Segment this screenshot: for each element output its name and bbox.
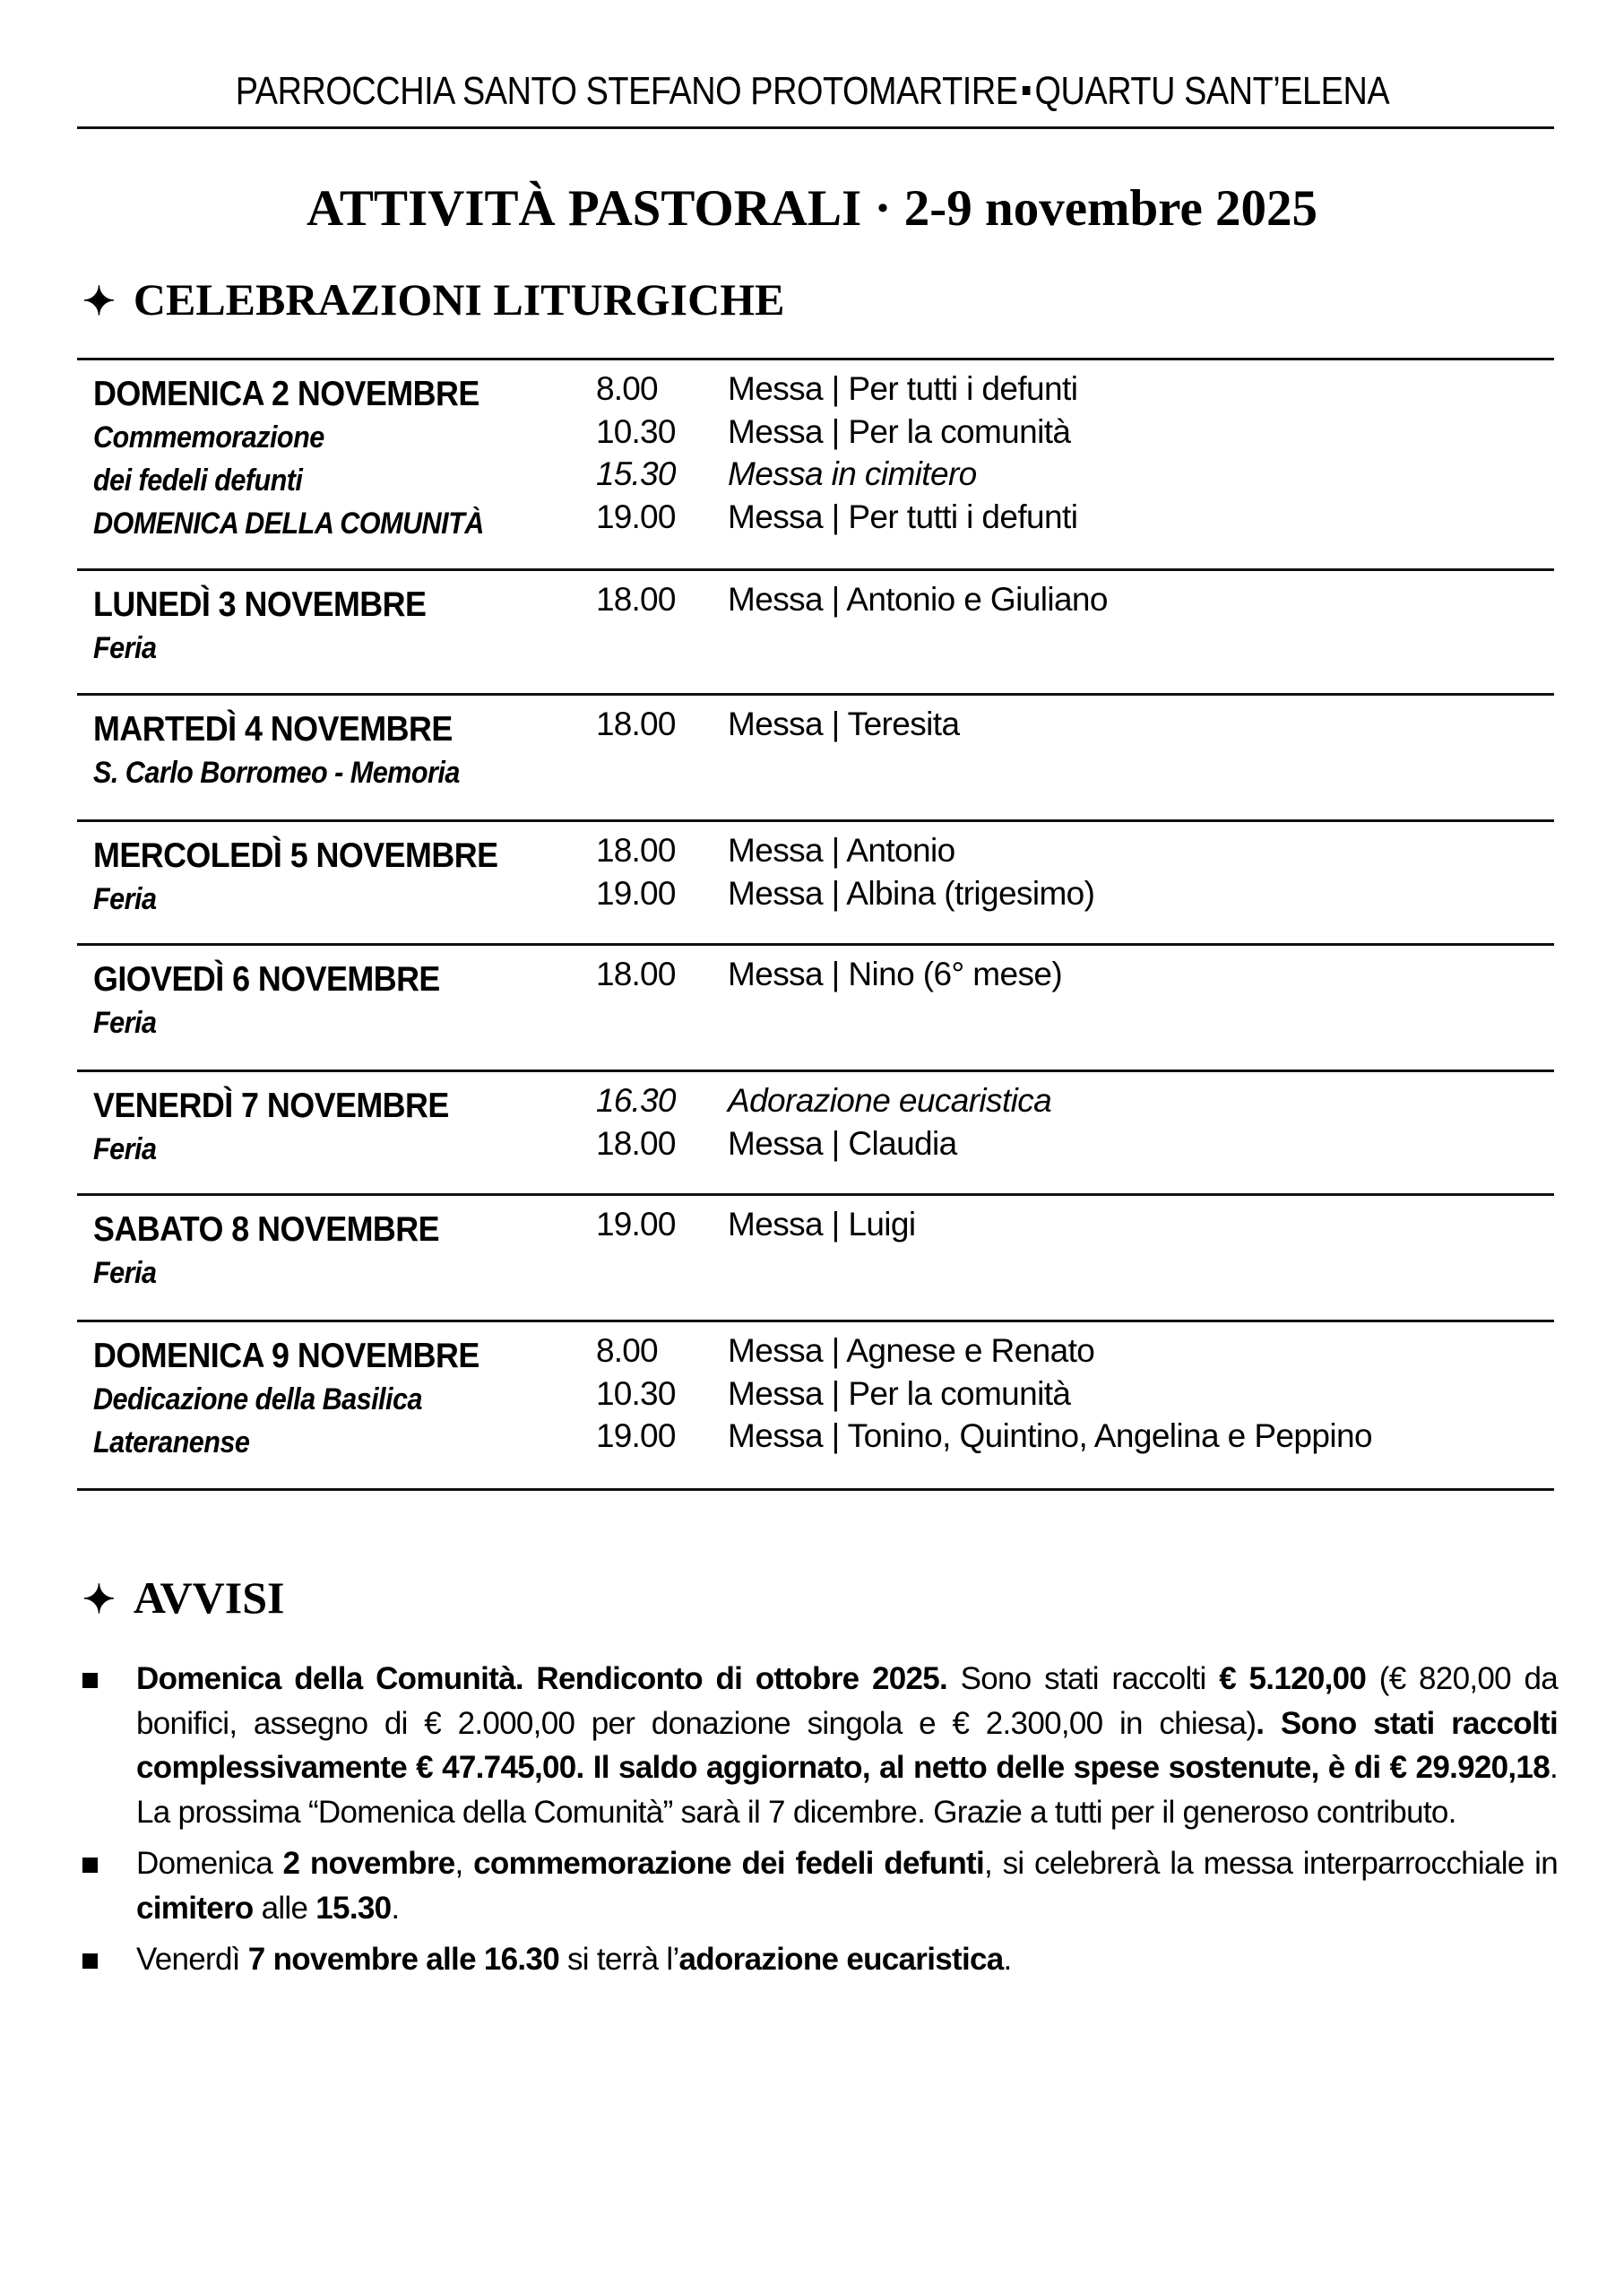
notice-text: Domenica bbox=[136, 1846, 283, 1881]
event-description: Messa | Per tutti i defunti bbox=[728, 498, 1078, 535]
notice-text: . bbox=[391, 1890, 400, 1926]
day-note: Feria bbox=[93, 631, 157, 665]
notice-text: cimitero bbox=[136, 1890, 254, 1926]
notice-text: si terrà l’ bbox=[558, 1942, 679, 1977]
event-description: Messa | Luigi bbox=[728, 1206, 916, 1243]
event-description: Messa | Antonio bbox=[728, 832, 955, 869]
page-title bbox=[0, 178, 1624, 240]
day-note: DOMENICA DELLA COMUNITÀ bbox=[93, 507, 484, 541]
day-note: S. Carlo Borromeo - Memoria bbox=[93, 756, 460, 790]
schedule-row bbox=[77, 1208, 1554, 1320]
table-divider bbox=[77, 358, 1554, 360]
day-note: Lateranense bbox=[93, 1425, 250, 1459]
schedule-row bbox=[77, 832, 1554, 943]
parish-header bbox=[0, 68, 1624, 115]
notice-text: 7 novembre alle 16.30 bbox=[247, 1942, 559, 1977]
parish-city: QUARTU SANT’ELENA bbox=[1033, 69, 1389, 113]
day-cell bbox=[93, 958, 595, 1044]
event-time: 19.00 bbox=[596, 1206, 676, 1243]
header-divider bbox=[77, 126, 1554, 129]
table-divider bbox=[77, 693, 1554, 696]
schedule-row bbox=[77, 1332, 1554, 1488]
notice-text: , si celebrerà la messa interparrocchiale in bbox=[984, 1846, 1558, 1881]
event-time: 15.30 bbox=[596, 455, 676, 492]
table-divider bbox=[77, 1070, 1554, 1072]
event-time: 19.00 bbox=[596, 498, 676, 535]
notice-text: , bbox=[454, 1846, 474, 1881]
day-note: Commemorazione bbox=[93, 420, 324, 455]
day-note: Feria bbox=[93, 882, 157, 916]
table-divider bbox=[77, 1488, 1554, 1491]
notice-text: € 5.120,00 bbox=[1219, 1661, 1367, 1696]
schedule-row bbox=[77, 708, 1554, 819]
notice-text: 15.30 bbox=[315, 1890, 392, 1926]
section-heading-avvisi bbox=[82, 1571, 284, 1627]
day-cell bbox=[93, 1208, 595, 1295]
section-heading-celebrazioni bbox=[82, 273, 784, 329]
event-time: 18.00 bbox=[596, 956, 676, 992]
day-title: LUNEDÌ 3 NOVEMBRE bbox=[93, 585, 427, 624]
notice-text: alle bbox=[253, 1890, 316, 1926]
notice-text: . Sono stati raccolti complessivamente € 47.745,00. Il saldo aggiornato, al netto delle spese sostenute, è di € 29.920,18 bbox=[136, 1705, 1558, 1785]
event-description: Messa | Per la comunità bbox=[728, 412, 1071, 450]
event-description: Messa | Claudia bbox=[728, 1124, 957, 1162]
square-bullet-icon bbox=[82, 1953, 98, 1969]
day-note: Dedicazione della Basilica bbox=[93, 1382, 422, 1416]
event-description: Messa | Tonino, Quintino, Angelina e Peppino bbox=[728, 1417, 1372, 1454]
day-title: MERCOLEDÌ 5 NOVEMBRE bbox=[93, 836, 498, 875]
event-description: Messa in cimitero bbox=[728, 455, 977, 492]
notice-text: . bbox=[1003, 1942, 1012, 1977]
day-title: VENERDÌ 7 NOVEMBRE bbox=[93, 1087, 449, 1125]
day-title: SABATO 8 NOVEMBRE bbox=[93, 1210, 440, 1249]
table-divider bbox=[77, 819, 1554, 822]
title-main: ATTIVITÀ PASTORALI bbox=[307, 180, 862, 237]
day-note: dei fedeli defunti bbox=[93, 463, 303, 498]
event-description: Messa | Antonio e Giuliano bbox=[728, 581, 1108, 618]
notice-text: adorazione eucaristica bbox=[678, 1942, 1004, 1977]
square-bullet-icon bbox=[82, 1858, 98, 1873]
day-cell bbox=[93, 584, 595, 670]
parish-name: PARROCCHIA SANTO STEFANO PROTOMARTIRE bbox=[235, 69, 1018, 113]
day-title: MARTEDÌ 4 NOVEMBRE bbox=[93, 710, 453, 749]
day-title: DOMENICA 2 NOVEMBRE bbox=[93, 375, 479, 413]
event-time: 18.00 bbox=[596, 832, 676, 869]
schedule-row bbox=[77, 370, 1554, 568]
title-dates: 2-9 novembre 2025 bbox=[903, 180, 1317, 237]
title-separator: · bbox=[861, 180, 904, 237]
event-time: 19.00 bbox=[596, 874, 676, 912]
notice-text: Venerdì bbox=[136, 1942, 248, 1977]
event-description: Messa | Per tutti i defunti bbox=[728, 370, 1078, 407]
table-divider bbox=[77, 1193, 1554, 1196]
four-pointed-star-icon: ✦ bbox=[82, 280, 116, 324]
notice-text: (€ 820,00 da bonifici, assegno di € 2.000,00 per donazione singola e € 2.300,00 in chiesa) bbox=[136, 1661, 1558, 1741]
notice-text: Domenica della Comunità. Rendiconto di ottobre 2025. bbox=[136, 1661, 948, 1696]
event-description: Messa | Agnese e Renato bbox=[728, 1332, 1095, 1369]
table-divider bbox=[77, 568, 1554, 571]
day-note: Feria bbox=[93, 1256, 157, 1290]
event-description: Messa | Albina (trigesimo) bbox=[728, 874, 1095, 912]
day-note: Feria bbox=[93, 1132, 157, 1166]
square-bullet-icon bbox=[82, 1673, 98, 1688]
day-title: DOMENICA 9 NOVEMBRE bbox=[93, 1337, 479, 1375]
day-cell bbox=[93, 835, 595, 921]
day-cell bbox=[93, 1335, 595, 1464]
day-title: GIOVEDÌ 6 NOVEMBRE bbox=[93, 960, 440, 999]
notice-text: Sono stati raccolti bbox=[947, 1661, 1220, 1696]
notice-item bbox=[77, 1937, 1558, 1982]
four-pointed-star-icon: ✦ bbox=[82, 1578, 116, 1622]
day-cell bbox=[93, 708, 595, 794]
event-description: Adorazione eucaristica bbox=[728, 1082, 1052, 1119]
event-description: Messa | Per la comunità bbox=[728, 1374, 1071, 1412]
notice-item bbox=[77, 1841, 1558, 1930]
event-time: 16.30 bbox=[596, 1082, 676, 1119]
event-time: 8.00 bbox=[596, 1332, 658, 1369]
notice-text: commemorazione dei fedeli defunti bbox=[473, 1846, 985, 1881]
notice-text: . La prossima “Domenica della Comunità” sarà il 7 dicembre. Grazie a tutti per il generoso contributo. bbox=[136, 1750, 1558, 1830]
event-description: Messa | Teresita bbox=[728, 706, 960, 742]
event-time: 8.00 bbox=[596, 370, 658, 407]
separator-square-icon bbox=[1022, 86, 1030, 95]
event-time: 10.30 bbox=[596, 1374, 676, 1412]
schedule-row bbox=[77, 1082, 1554, 1193]
notices-list bbox=[77, 1657, 1558, 1982]
event-time: 19.00 bbox=[596, 1417, 676, 1454]
day-cell bbox=[93, 1085, 595, 1171]
table-divider bbox=[77, 1320, 1554, 1322]
event-description: Messa | Nino (6° mese) bbox=[728, 956, 1063, 992]
event-time: 18.00 bbox=[596, 706, 676, 742]
day-note: Feria bbox=[93, 1006, 157, 1040]
schedule-row bbox=[77, 958, 1554, 1070]
schedule-row bbox=[77, 581, 1554, 693]
section-title: AVVISI bbox=[133, 1572, 285, 1623]
notice-text: 2 novembre bbox=[282, 1846, 455, 1881]
day-cell bbox=[93, 373, 595, 545]
event-time: 10.30 bbox=[596, 412, 676, 450]
section-title: CELEBRAZIONI LITURGICHE bbox=[133, 274, 785, 325]
event-time: 18.00 bbox=[596, 1124, 676, 1162]
notice-item bbox=[77, 1657, 1558, 1834]
event-time: 18.00 bbox=[596, 581, 676, 618]
table-divider bbox=[77, 943, 1554, 946]
